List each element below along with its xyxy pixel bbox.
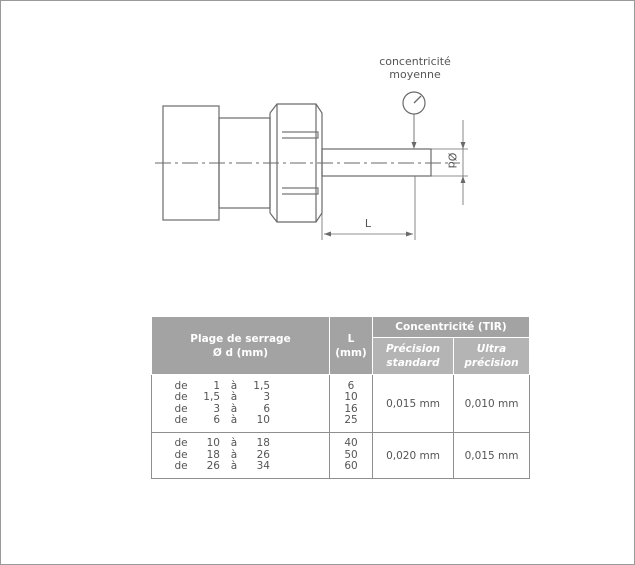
collet-slot-lower bbox=[282, 188, 318, 194]
range-row: de 26 à 34 bbox=[174, 460, 270, 473]
concentricity-table bbox=[151, 316, 530, 479]
range-row: de 6 à 10 bbox=[174, 414, 270, 426]
concentricity-label: concentricité moyenne bbox=[379, 55, 451, 81]
header-standard-precision: Précision standard bbox=[373, 338, 454, 375]
standard-precision-value-2: 0,020 mm bbox=[373, 433, 454, 479]
range-row: de 1 à 1,5 bbox=[174, 379, 270, 392]
header-clamping-range: Plage de serrage Ø d (mm) bbox=[152, 317, 330, 375]
range-row: de 18 à 26 bbox=[174, 448, 270, 461]
header-concentricity: Concentricité (TIR) bbox=[373, 317, 530, 338]
collet-slot-upper bbox=[282, 132, 318, 138]
range-group-1 bbox=[152, 375, 330, 433]
length-group-1: 6 10 16 25 bbox=[330, 375, 373, 433]
ultra-precision-value-2: 0,015 mm bbox=[454, 433, 530, 479]
header-length: L (mm) bbox=[330, 317, 373, 375]
length-group-2: 40 50 60 bbox=[330, 433, 373, 479]
range-row: de 1,5 à 3 bbox=[174, 391, 270, 403]
standard-precision-value-1: 0,015 mm bbox=[373, 375, 454, 433]
range-row: de 10 à 18 bbox=[174, 437, 270, 450]
range-group-2 bbox=[152, 433, 330, 479]
range-row: de 3 à 6 bbox=[174, 402, 270, 415]
ultra-precision-value-1: 0,010 mm bbox=[454, 375, 530, 433]
header-ultra-precision: Ultra précision bbox=[454, 338, 530, 375]
diameter-label: Ød bbox=[445, 152, 459, 169]
length-label: L bbox=[364, 217, 372, 230]
